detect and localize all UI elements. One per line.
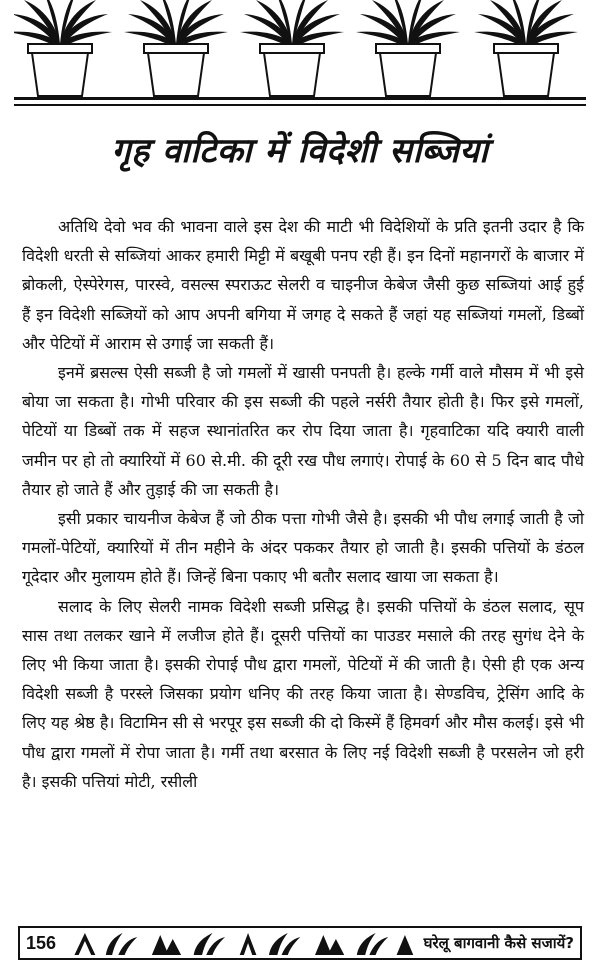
plant-border-icon <box>64 929 420 957</box>
potted-plants-banner-icon <box>14 0 586 108</box>
paragraph: इसी प्रकार चायनीज केबेज हैं जो ठीक पत्ता गोभी जैसे है। इसकी भी पौध लगाई जाती है जो गमलों-पेटियों, क्यारियों में तीन महीने के अंदर पककर तैयार हो जाती है। इसकी पत्तियों के डंठल गूदेदार और मुलायम होते हैं। जिन्हें बिना पकाए भी बतौर सलाद खाया जा सकता है। <box>22 509 584 587</box>
banner-rule <box>14 104 586 106</box>
paragraph: अतिथि देवो भव की भावना वाले इस देश की माटी भी विदेशियों के प्रति इतनी उदार है कि विदेशी धरती से सब्जियां आकर हमारी मिट्टी में बखूबी पनप रही हैं। इन दिनों महानगरों के बाजार में ब्रोकली, ऐस्पेरेगस, पारस्वे, वसल्स स्पराऊट सेलरी व चाइनीज केबेज जैसी कुछ सब्जियां आई हुई हैं इन विदेशी सब्जियों को आप अपनी बगिया में जगह दे सकते हैं जहां यह सब्जियां गमलों, डिब्बों और पेटियों में आराम से उगाई जा सकती हैं। <box>22 217 584 353</box>
page-footer <box>18 926 582 960</box>
article-body <box>22 212 584 796</box>
page-number: 156 <box>26 932 57 953</box>
page-title: गृह वाटिका में विदेशी सब्जियां <box>111 131 489 171</box>
paragraph: सलाद के लिए सेलरी नामक विदेशी सब्जी प्रसिद्ध है। इसकी पत्तियों के डंठल सलाद, सूप सास तथा तलकर खाने में लजीज होते हैं। दूसरी पत्तियों का पाउडर मसाले की तरह सुगंध देने के लिए भी किया जाता है। इसकी रोपाई पौध द्वारा गमलों, पेटियों में की जाती है। ऐसी ही एक अन्य विदेशी सब्जी है परस्ले जिसका प्रयोग धनिए की तरह किया जाता है। सेण्डविच, ट्रेसिंग आदि के लिए यह श्रेष्ठ है। विटामिन सी से भरपूर इस सब्जी की दो किस्में हैं हिमवर्ग और मौस कलई। इसे भी पौध द्वारा गमलों में रोपा जाता है। गर्मी तथा बरसात के लिए नई विदेशी सब्जी है परसलेन जो हरी है। इसकी पत्तियां मोटी, रसीली <box>22 596 585 791</box>
book-title: घरेलू बागवानी कैसे सजायें? <box>423 934 574 952</box>
banner-rule <box>14 97 586 100</box>
paragraph: इनमें ब्रसल्स ऐसी सब्जी है जो गमलों में खासी पनपती है। हल्के गर्मी वाले मौसम में भी इसे बोया जा सकता है। गोभी परिवार की इस सब्जी की पहले नर्सरी तैयार होती है। फिर इसे गमलों, पेटियों या डिब्बों तक में सहज स्थानांतरित कर रोप दिया जाता है। गृहवाटिका यदि क्यारी वाली जमीन पर हो तो क्यारियों में 60 से.मी. की दूरी रख पौध लगाएं। रोपाई के 60 से 5 दिन बाद पौधे तैयार हो जाते हैं और तुड़ाई की जा सकती है। <box>22 363 585 499</box>
